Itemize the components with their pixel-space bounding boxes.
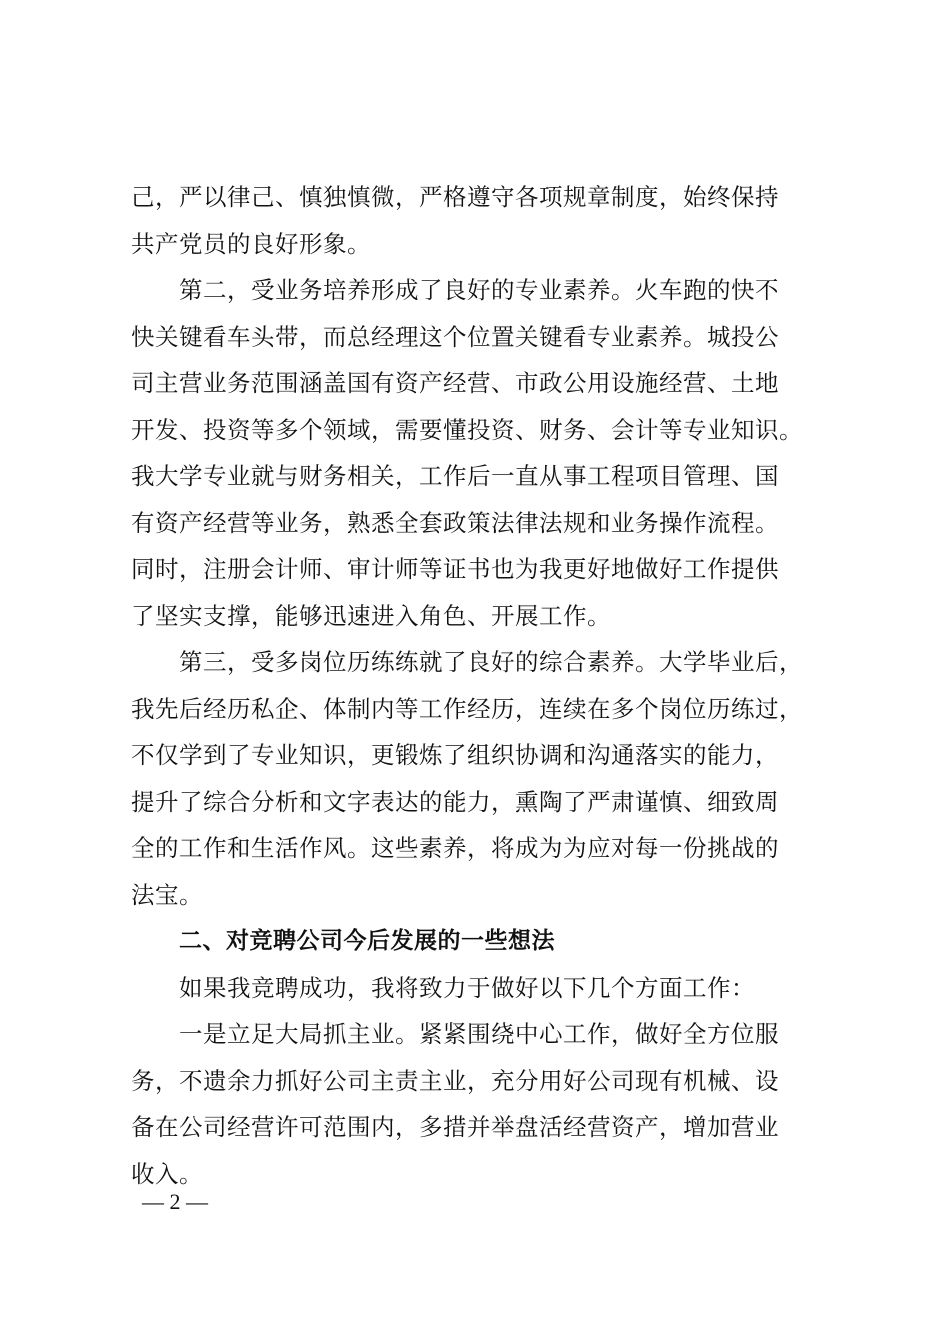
document-body: [131, 174, 821, 1197]
text-line: 我先后经历私企、体制内等工作经历，连续在多个岗位历练过，: [131, 694, 803, 723]
text-line: 同时，注册会计师、审计师等证书也为我更好地做好工作提供: [131, 555, 779, 583]
paragraph-start-line: 第三，受多岗位历练练就了良好的综合素养。大学毕业后，: [179, 648, 803, 676]
text-line: 有资产经营等业务，熟悉全套政策法律法规和业务操作流程。: [131, 508, 779, 537]
text-line: 了坚实支撑，能够迅速进入角色、开展工作。: [131, 601, 611, 630]
text-line: 提升了综合分析和文字表达的能力，熏陶了严肃谨慎、细致周: [131, 787, 779, 816]
text-line: 我大学专业就与财务相关，工作后一直从事工程项目管理、国: [131, 462, 779, 490]
text-line: 备在公司经营许可范围内，多措并举盘活经营资产，增加营业: [131, 1113, 779, 1141]
text-line: 法宝。: [131, 880, 203, 909]
text-line: 共产党员的良好形象。: [131, 229, 371, 258]
section-heading: 二、对竞聘公司今后发展的一些想法: [179, 928, 555, 954]
paragraph-start-line: 第二，受业务培养形成了良好的专业素养。火车跑的快不: [179, 276, 779, 304]
text-line: 开发、投资等多个领域，需要懂投资、财务、会计等专业知识。: [131, 415, 803, 444]
text-line: 己，严以律己、慎独慎微，严格遵守各项规章制度，始终保持: [131, 183, 779, 211]
text-line: 不仅学到了专业知识，更锻炼了组织协调和沟通落实的能力，: [131, 741, 779, 769]
paragraph-start-line: 一是立足大局抓主业。紧紧围绕中心工作，做好全方位服: [179, 1020, 779, 1048]
text-line: 务，不遗余力抓好公司主责主业，充分用好公司现有机械、设: [131, 1066, 779, 1095]
text-line: 收入。: [131, 1159, 203, 1188]
text-line: 全的工作和生活作风。这些素养，将成为为应对每一份挑战的: [131, 834, 779, 862]
text-line: 司主营业务范围涵盖国有资产经营、市政公用设施经营、土地: [131, 369, 779, 397]
text-line: 快关键看车头带，而总经理这个位置关键看专业素养。城投公: [131, 322, 779, 351]
page-number: — 2 —: [142, 1189, 208, 1214]
paragraph-start-line: 如果我竞聘成功，我将致力于做好以下几个方面工作：: [179, 973, 755, 1002]
